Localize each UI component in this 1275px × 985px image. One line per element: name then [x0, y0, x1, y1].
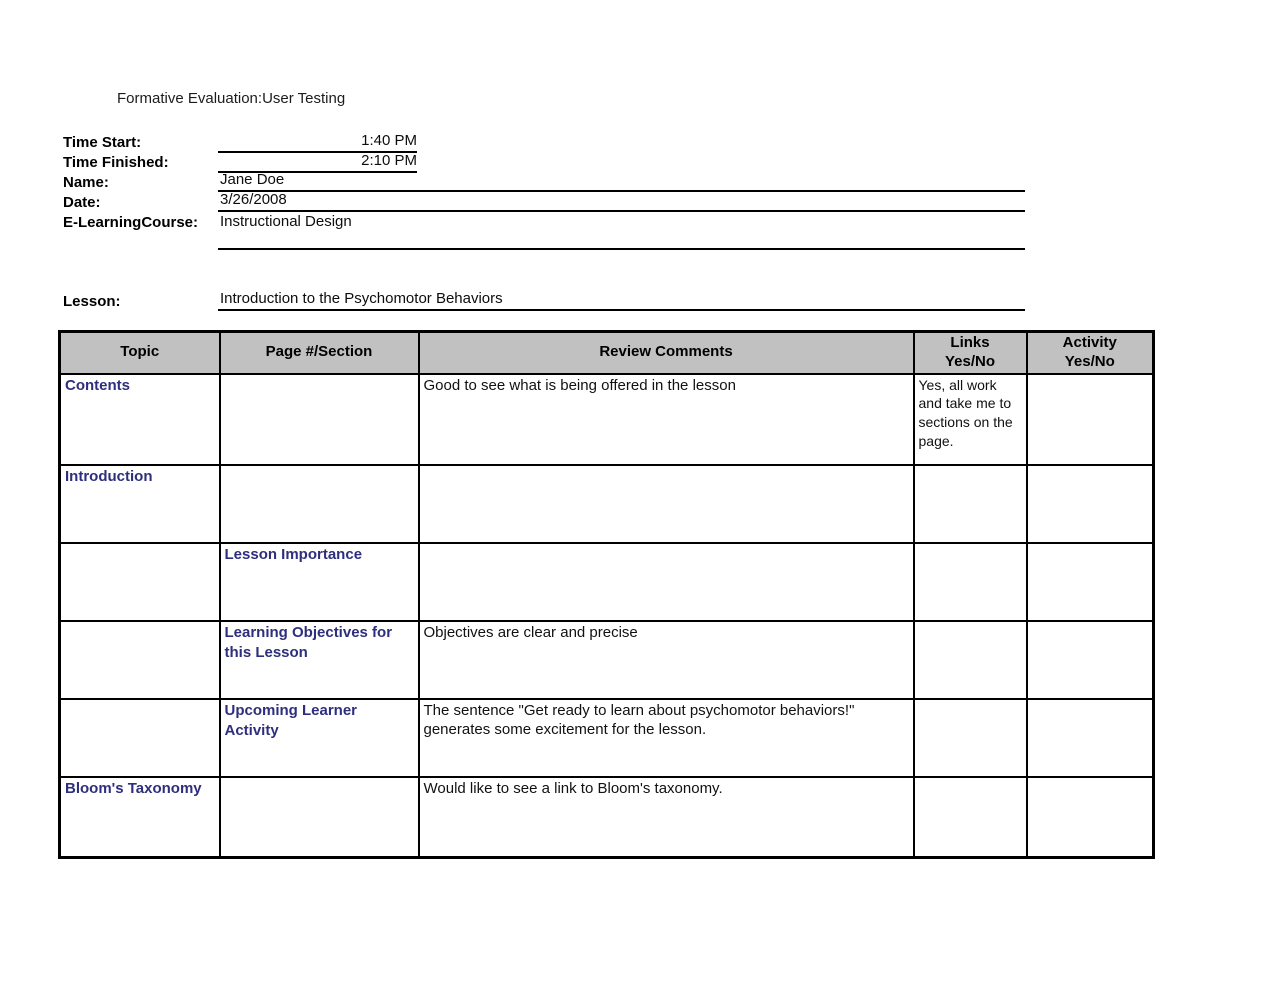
review-comment-cell: Good to see what is being offered in the lesson	[419, 374, 914, 465]
time-finished-label: Time Finished:	[63, 154, 169, 171]
course-underline	[218, 248, 1025, 250]
activity-cell	[1027, 777, 1154, 858]
topic-cell	[60, 621, 220, 699]
header-review-comments: Review Comments	[419, 332, 914, 374]
page-section-cell	[220, 777, 419, 858]
activity-cell	[1027, 374, 1154, 465]
review-comment-cell: The sentence "Get ready to learn about psychomotor behaviors!" generates some excitement for the lesson.	[419, 699, 914, 777]
links-cell	[914, 543, 1027, 621]
activity-cell	[1027, 543, 1154, 621]
lesson-label: Lesson:	[63, 293, 121, 310]
page-section-cell: Lesson Importance	[220, 543, 419, 621]
page-section-cell: Learning Objectives for this Lesson	[220, 621, 419, 699]
table-row	[60, 621, 1154, 699]
links-cell	[914, 621, 1027, 699]
table-header-row	[60, 332, 1154, 374]
links-cell	[914, 699, 1027, 777]
table-row	[60, 465, 1154, 543]
date-value: 3/26/2008	[218, 191, 1025, 212]
activity-cell	[1027, 621, 1154, 699]
review-comment-cell	[419, 543, 914, 621]
header-activity	[1027, 332, 1154, 374]
table-row	[60, 374, 1154, 465]
header-activity-line2: Yes/No	[1064, 352, 1115, 370]
review-comment-cell: Objectives are clear and precise	[419, 621, 914, 699]
page-section-cell: Upcoming Learner Activity	[220, 699, 419, 777]
course-label: E-LearningCourse:	[63, 214, 199, 231]
page-section-cell	[220, 465, 419, 543]
header-topic: Topic	[60, 332, 220, 374]
date-label: Date:	[63, 194, 101, 211]
activity-cell	[1027, 465, 1154, 543]
name-value: Jane Doe	[218, 171, 1025, 192]
topic-cell: Introduction	[60, 465, 220, 543]
links-cell	[914, 465, 1027, 543]
links-cell	[914, 777, 1027, 858]
review-comment-cell: Would like to see a link to Bloom's taxonomy.	[419, 777, 914, 858]
review-comment-cell	[419, 465, 914, 543]
table-row	[60, 699, 1154, 777]
topic-cell: Bloom's Taxonomy	[60, 777, 220, 858]
header-activity-line1: Activity	[1062, 334, 1117, 351]
course-value: Instructional Design	[220, 213, 352, 230]
header-page-section: Page #/Section	[220, 332, 419, 374]
topic-cell	[60, 699, 220, 777]
name-label: Name:	[63, 174, 109, 191]
header-links	[914, 332, 1027, 374]
review-table	[58, 330, 1155, 859]
topic-cell	[60, 543, 220, 621]
time-start-label: Time Start:	[63, 134, 142, 151]
header-links-line2: Yes/No	[944, 352, 996, 370]
page-title: Formative Evaluation:User Testing	[117, 90, 346, 107]
topic-cell: Contents	[60, 374, 220, 465]
time-start-value: 1:40 PM	[218, 132, 417, 153]
header-links-line1: Links	[950, 334, 990, 351]
page-section-cell	[220, 374, 419, 465]
table-row	[60, 777, 1154, 858]
table-row	[60, 543, 1154, 621]
time-finished-value: 2:10 PM	[218, 152, 417, 173]
links-cell: Yes, all work and take me to sections on the page.	[914, 374, 1027, 465]
activity-cell	[1027, 699, 1154, 777]
lesson-value: Introduction to the Psychomotor Behaviors	[218, 290, 1025, 311]
